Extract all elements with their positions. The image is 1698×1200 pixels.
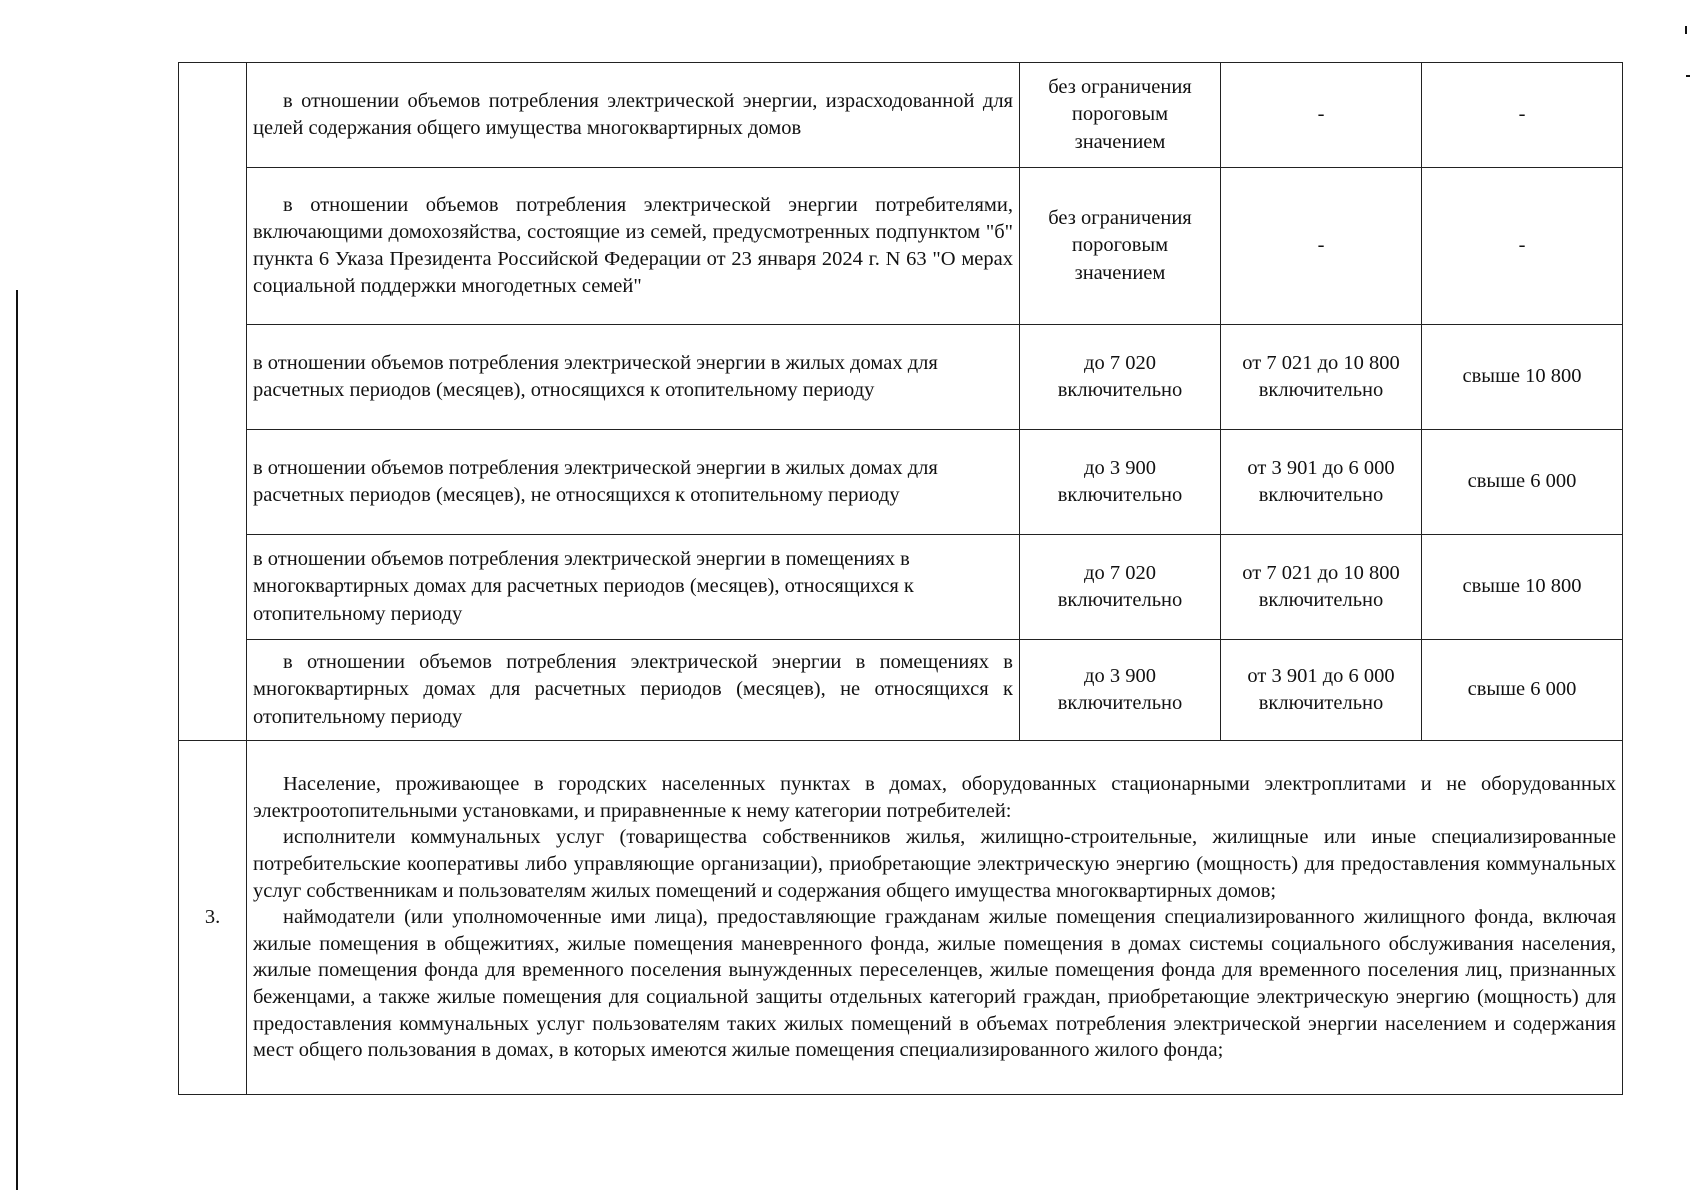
- scan-artifact-mark: [1685, 26, 1687, 34]
- row-description: в отношении объемов потребления электрической энергии в жилых домах для расчетных периодов (месяцев), не относящихся к отопительному периоду: [247, 430, 1020, 535]
- tariff-table: [178, 62, 1623, 1095]
- row-description: [247, 168, 1020, 325]
- range-3-cell: свыше 6 000: [1422, 640, 1623, 741]
- range-3-cell: -: [1422, 168, 1623, 325]
- row-description: [247, 63, 1020, 168]
- range-1-cell: до 7 020 включительно: [1020, 325, 1221, 430]
- table-row: [179, 640, 1623, 741]
- range-2-cell: от 3 901 до 6 000 включительно: [1221, 640, 1422, 741]
- range-3-cell: свыше 10 800: [1422, 325, 1623, 430]
- scan-edge-line: [16, 290, 18, 1190]
- range-1-cell: без ограничения пороговым значением: [1020, 168, 1221, 325]
- range-2-cell: -: [1221, 63, 1422, 168]
- range-3-cell: свыше 10 800: [1422, 535, 1623, 640]
- section-3-text: [247, 741, 1623, 1095]
- table-row: [179, 535, 1623, 640]
- row-description: в отношении объемов потребления электрической энергии в жилых домах для расчетных периодов (месяцев), относящихся к отопительному периоду: [247, 325, 1020, 430]
- table-row: [179, 741, 1623, 1095]
- section-3-paragraph: исполнители коммунальных услуг (товарищества собственников жилья, жилищно-строительные, жилищные или иные специализированные потребительские кооперативы либо управляющие организации), приобретающие электрическую энергию (мощность) для предоставления коммунальных услуг собственникам и пользователям жилых помещений и содержания общего имущества многоквартирных домов;: [253, 826, 1616, 902]
- row-description-text: в отношении объемов потребления электрической энергии потребителями, включающими домохозяйства, состоящие из семей, предусмотренных подпунктом "б" пункта 6 Указа Президента Российской Федерации от 23 января 2024 г. N 63 "О мерах социальной поддержки многодетных семей": [253, 193, 1013, 298]
- section-3-paragraph: Население, проживающее в городских населенных пунктах в домах, оборудованных стационарными электроплитами и не оборудованных электроотопительными установками, и приравненные к нему категории потребителей:: [253, 772, 1616, 822]
- range-2-cell: от 3 901 до 6 000 включительно: [1221, 430, 1422, 535]
- table-row: [179, 430, 1623, 535]
- range-1-cell: до 3 900 включительно: [1020, 430, 1221, 535]
- item-number: 3.: [179, 741, 247, 1095]
- row-description-text: в отношении объемов потребления электрической энергии, израсходованной для целей содержания общего имущества многоквартирных домов: [253, 89, 1013, 139]
- range-2-cell: -: [1221, 168, 1422, 325]
- range-3-cell: -: [1422, 63, 1623, 168]
- row-description-text: в отношении объемов потребления электрической энергии в помещениях в многоквартирных домах для расчетных периодов (месяцев), не относящихся к отопительному периоду: [253, 651, 1013, 728]
- row-description: в отношении объемов потребления электрической энергии в помещениях в многоквартирных домах для расчетных периодов (месяцев), относящихся к отопительному периоду: [247, 535, 1020, 640]
- empty-number-cell: [179, 63, 247, 741]
- range-2-cell: от 7 021 до 10 800 включительно: [1221, 535, 1422, 640]
- section-3-paragraph: наймодатели (или уполномоченные ими лица), предоставляющие гражданам жилые помещения специализированного жилищного фонда, включая жилые помещения в общежитиях, жилые помещения маневренного фонда, жилые помещения в домах системы социального обслуживания населения, жилые помещения фонда для временного поселения вынужденных переселенцев, жилые помещения фонда для временного поселения лиц, признанных беженцами, а также жилые помещения для социальной защиты отдельных категорий граждан, приобретающие электрическую энергию (мощность) для предоставления коммунальных услуг пользователям таких жилых помещений в объемах потребления электрической энергии населением и содержания мест общего пользования в домах, в которых имеются жилые помещения специализированного жилого фонда;: [253, 906, 1616, 1062]
- table-row: [179, 63, 1623, 168]
- range-2-cell: от 7 021 до 10 800 включительно: [1221, 325, 1422, 430]
- table-row: [179, 325, 1623, 430]
- range-1-cell: без ограничения пороговым значением: [1020, 63, 1221, 168]
- table-row: [179, 168, 1623, 325]
- range-1-cell: до 7 020 включительно: [1020, 535, 1221, 640]
- range-3-cell: свыше 6 000: [1422, 430, 1623, 535]
- row-description: [247, 640, 1020, 741]
- scan-artifact-mark: [1686, 75, 1690, 77]
- range-1-cell: до 3 900 включительно: [1020, 640, 1221, 741]
